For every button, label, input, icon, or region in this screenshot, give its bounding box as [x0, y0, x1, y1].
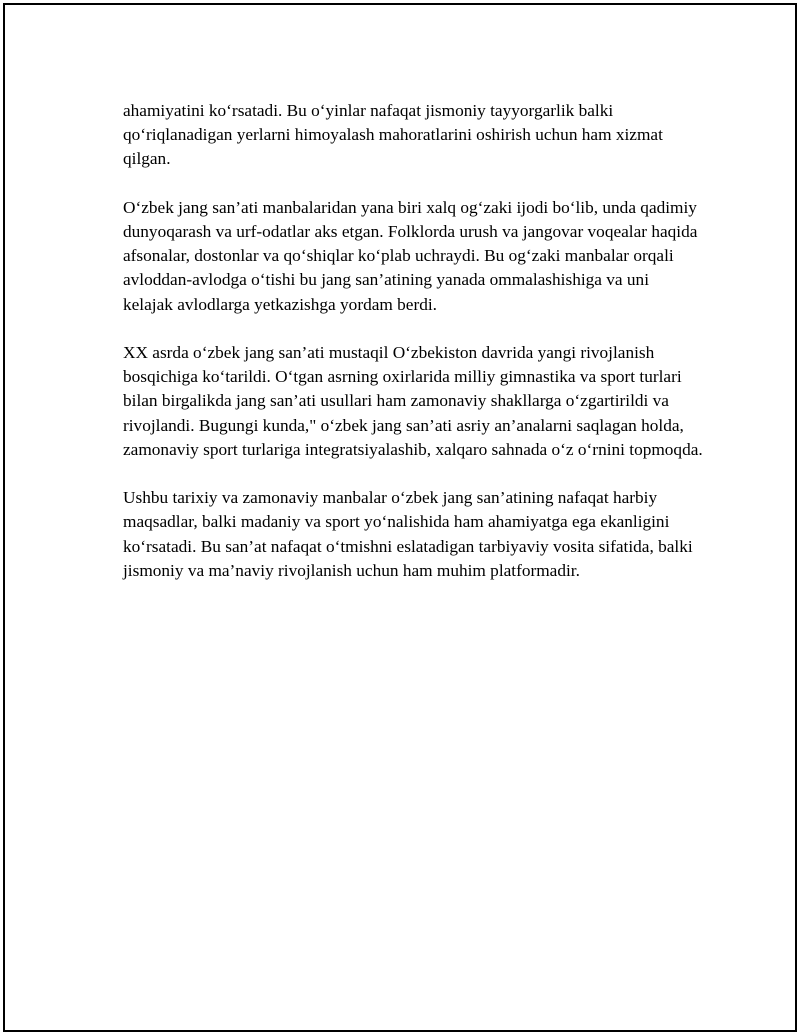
paragraph-2: O‘zbek jang san’ati manbalaridan yana biri xalq og‘zaki ijodi bo‘lib, unda qadimiy dunyoqarash va urf-odatlar aks etgan. Folklorda urush va jangovar voqealar haqida afsonalar, dostonlar va qo‘shiqlar ko‘plab uchraydi. Bu og‘zaki manbalar orqali avloddan-avlodga o‘tishi bu jang san’atining yanada ommalashishiga va uni kelajak avlodlarga yetkazishga yordam berdi.	[123, 197, 698, 314]
page-frame	[3, 3, 797, 1032]
paragraph-1: ahamiyatini ko‘rsatadi. Bu o‘yinlar nafaqat jismoniy tayyorgarlik balki qo‘riqlanadigan yerlarni himoyalash mahoratlarini oshirish uchun ham xizmat qilgan.	[123, 101, 663, 169]
paragraph-4: Ushbu tarixiy va zamonaviy manbalar o‘zbek jang san’atining nafaqat harbiy maqsadlar, balki madaniy va sport yo‘nalishida ham ahamiyatga ega ekanligini ko‘rsatadi. Bu san’at nafaqat o‘tmishni eslatadigan tarbiyaviy vosita sifatida, balki jismoniy va ma’naviy rivojlanish uchun ham muhim platformadir.	[123, 488, 693, 580]
paragraph-3: XX asrda o‘zbek jang san’ati mustaqil O‘zbekiston davrida yangi rivojlanish bosqichiga ko‘tarildi. O‘tgan asrning oxirlarida milliy gimnastika va sport turlari bilan birgalikda jang san’ati usullari ham zamonaviy shakllarga o‘zgartirildi va rivojlandi. Bugungi kunda," o‘zbek jang san’ati asriy an’analarni saqlagan holda, zamonaviy sport turlariga integratsiyalashib, xalqaro sahnada o‘z o‘rnini topmoqda.	[123, 343, 703, 459]
document-body	[123, 99, 703, 607]
